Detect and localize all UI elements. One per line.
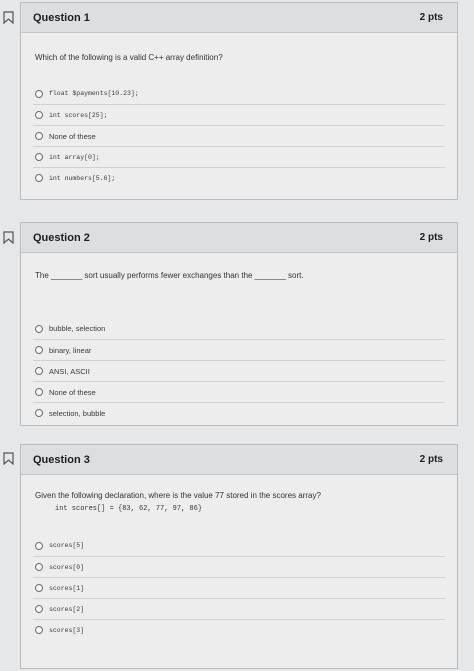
answer-option[interactable]	[33, 146, 445, 167]
question-title: Question 3	[33, 453, 90, 466]
question-prompt: The _______ sort usually performs fewer exchanges than the _______ sort.	[35, 271, 304, 280]
radio-button[interactable]	[35, 174, 43, 182]
answer-label: int scores[25];	[49, 111, 108, 119]
question-points: 2 pts	[419, 454, 443, 465]
answer-list	[33, 535, 445, 640]
answer-label: ANSI, ASCII	[49, 366, 90, 376]
answer-label: int numbers[5.6];	[49, 174, 116, 182]
answer-option[interactable]	[33, 535, 445, 556]
answer-label: bubble, selection	[49, 324, 106, 333]
answer-list	[33, 318, 445, 423]
radio-button[interactable]	[35, 409, 43, 417]
radio-button[interactable]	[35, 542, 43, 550]
question-title: Question 2	[33, 231, 90, 244]
bookmark-icon[interactable]	[2, 230, 14, 244]
answer-option[interactable]	[33, 339, 445, 360]
answer-label: scores[3]	[49, 626, 85, 634]
answer-label: float $payments[10.23];	[49, 90, 139, 97]
answer-option[interactable]	[33, 598, 445, 619]
radio-button[interactable]	[35, 563, 43, 571]
answer-option[interactable]	[33, 556, 445, 577]
answer-label: binary, linear	[49, 345, 92, 355]
question-prompt: Given the following declaration, where is the value 77 stored in the scores array?	[35, 491, 321, 500]
radio-button[interactable]	[35, 153, 43, 161]
question-prompt: Which of the following is a valid C++ array definition?	[35, 53, 223, 62]
answer-option[interactable]	[33, 619, 445, 640]
answer-label: scores[1]	[49, 584, 85, 592]
question-points: 2 pts	[419, 232, 443, 243]
radio-button[interactable]	[35, 605, 43, 613]
answer-label: None of these	[49, 387, 96, 397]
question-card-3	[20, 444, 458, 669]
question-title: Question 1	[33, 11, 90, 24]
code-snippet: int scores[] = {83, 62, 77, 97, 86}	[55, 505, 203, 513]
radio-button[interactable]	[35, 132, 43, 140]
answer-option[interactable]	[33, 318, 445, 339]
radio-button[interactable]	[35, 388, 43, 396]
question-card-2	[20, 222, 458, 426]
answer-option[interactable]	[33, 125, 445, 146]
answer-label: None of these	[49, 131, 96, 141]
question-header	[21, 223, 457, 253]
answer-option[interactable]	[33, 402, 445, 423]
question-card-1	[20, 2, 458, 200]
answer-label: scores[2]	[49, 605, 85, 613]
radio-button[interactable]	[35, 346, 43, 354]
answer-list	[33, 83, 445, 188]
radio-button[interactable]	[35, 626, 43, 634]
answer-option[interactable]	[33, 381, 445, 402]
bookmark-icon[interactable]	[2, 451, 14, 465]
bookmark-icon[interactable]	[2, 10, 14, 24]
answer-option[interactable]	[33, 167, 445, 188]
question-points: 2 pts	[419, 12, 443, 23]
radio-button[interactable]	[35, 325, 43, 333]
question-header	[21, 3, 457, 33]
answer-option[interactable]	[33, 83, 445, 104]
answer-label: int array[0];	[49, 153, 100, 161]
answer-label: selection, bubble	[49, 408, 106, 418]
radio-button[interactable]	[35, 584, 43, 592]
radio-button[interactable]	[35, 111, 43, 119]
answer-option[interactable]	[33, 577, 445, 598]
answer-option[interactable]	[33, 104, 445, 125]
answer-label: scores[0]	[49, 563, 85, 571]
question-header	[21, 445, 457, 475]
radio-button[interactable]	[35, 367, 43, 375]
answer-label: scores[5]	[49, 542, 85, 549]
radio-button[interactable]	[35, 90, 43, 98]
answer-option[interactable]	[33, 360, 445, 381]
